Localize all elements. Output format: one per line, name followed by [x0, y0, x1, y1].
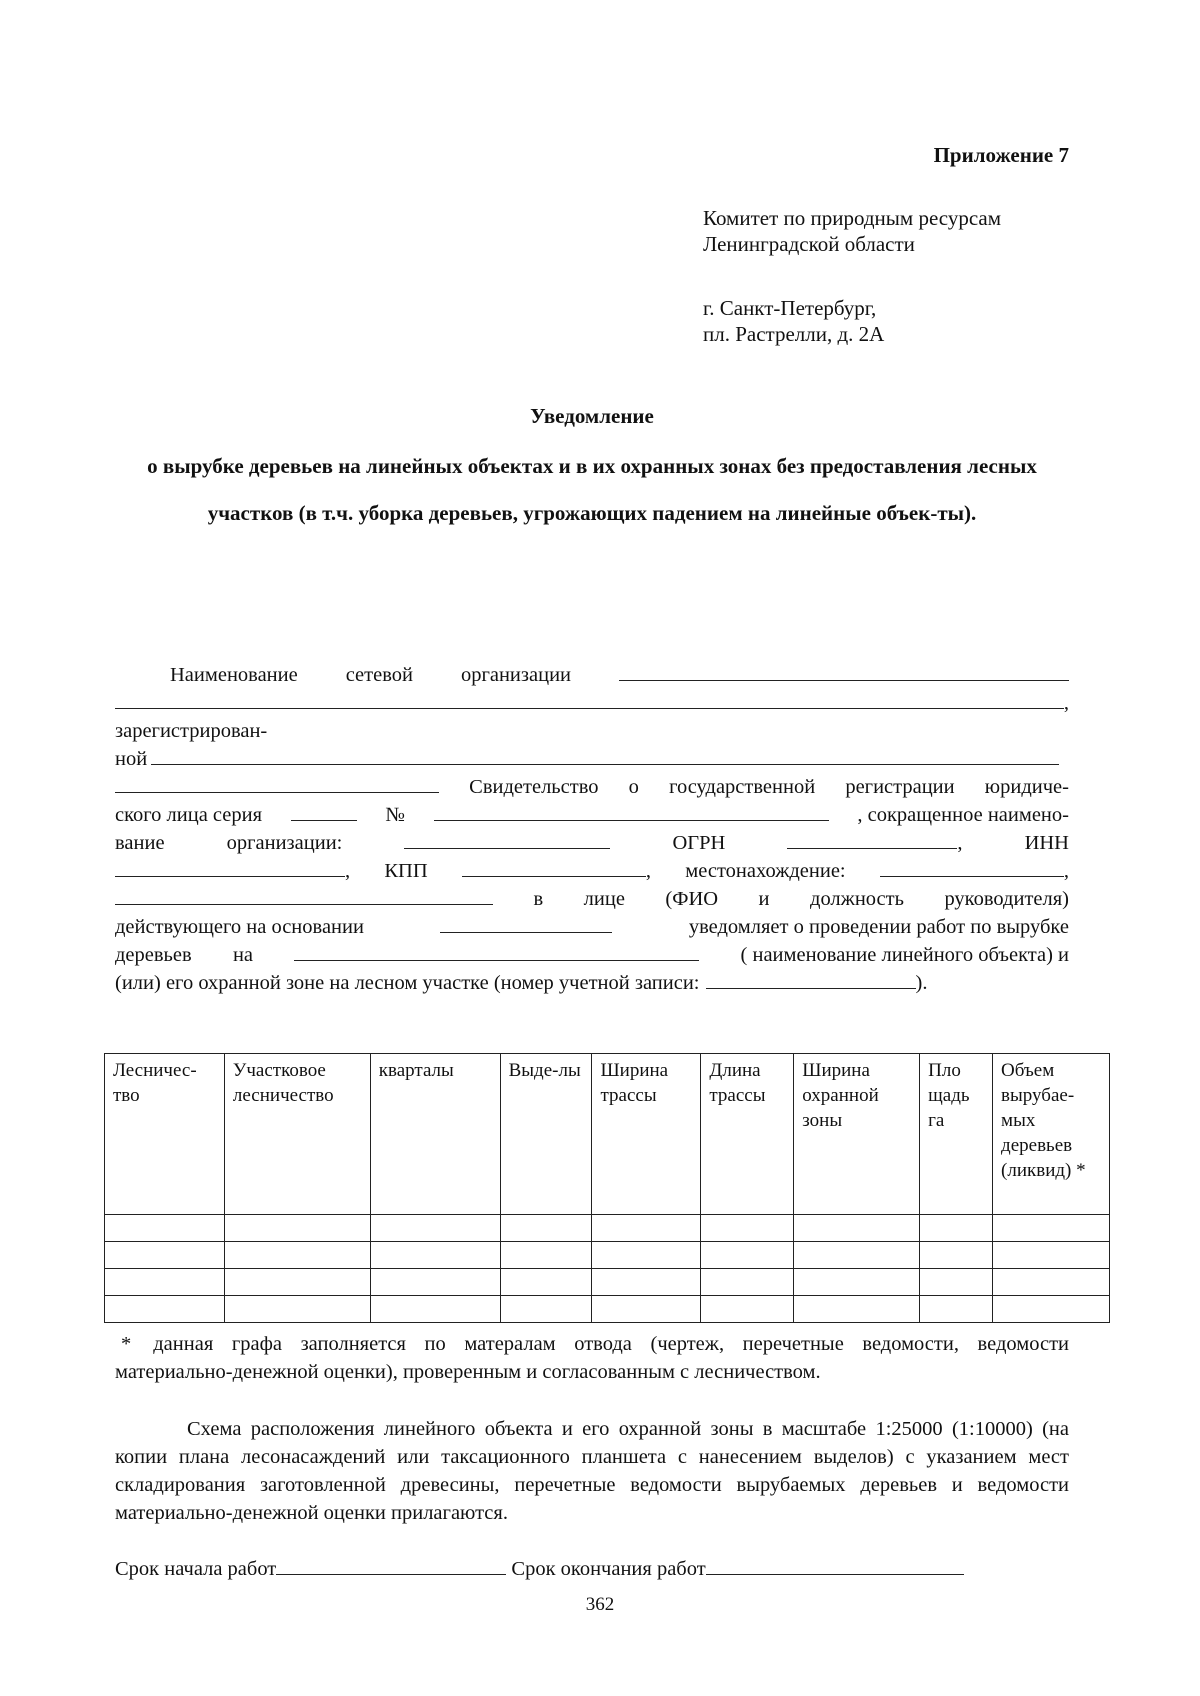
form-word: ОГРН — [672, 832, 726, 854]
form-word: уведомляет о проведении работ по вырубке — [688, 916, 1069, 938]
table-cell[interactable] — [105, 1215, 225, 1242]
inn-group — [115, 858, 350, 884]
end-date-field[interactable] — [706, 1556, 964, 1575]
form-line-7 — [115, 830, 1069, 856]
org-name-field[interactable] — [619, 662, 1069, 681]
table-cell[interactable] — [224, 1242, 370, 1269]
form-word: лице — [583, 888, 625, 910]
form-word: действующего на основании — [115, 916, 364, 938]
short-name-field[interactable] — [404, 830, 610, 849]
appendix-label: Приложение 7 — [933, 143, 1069, 167]
table-cell[interactable] — [370, 1269, 500, 1296]
form-word: вание — [115, 832, 165, 854]
table-cell[interactable] — [500, 1296, 592, 1323]
form-word: Свидетельство — [469, 776, 599, 798]
linear-object-field[interactable] — [294, 942, 699, 961]
table-header-row — [105, 1054, 1110, 1215]
start-date-label: Срок начала работ — [115, 1558, 277, 1580]
form-word: организации: — [226, 832, 343, 854]
form-word: и — [758, 888, 770, 910]
form-word: должность — [810, 888, 904, 910]
table-cell[interactable] — [370, 1242, 500, 1269]
table-cell[interactable] — [920, 1296, 993, 1323]
form-word: регистрации — [845, 776, 955, 798]
form-word: № — [385, 804, 405, 826]
record-number-field[interactable] — [706, 970, 916, 989]
table-cell[interactable] — [993, 1269, 1110, 1296]
col-header-route-width: Ширина трассы — [592, 1054, 701, 1215]
form-line-2 — [115, 690, 1069, 716]
form-word: (или) его охранной зоне на лесном участке (номер учетной записи: — [115, 972, 700, 994]
inn-field[interactable] — [115, 858, 345, 877]
form-word: ной — [115, 748, 148, 770]
table-cell[interactable] — [701, 1242, 794, 1269]
table-cell[interactable] — [500, 1269, 592, 1296]
form-word: государственной — [669, 776, 816, 798]
form-word: о — [628, 776, 639, 798]
form-word: , сокращенное наимено- — [857, 804, 1069, 826]
form-punct: , — [1063, 860, 1069, 882]
col-header-volume: Объем вырубае-мых деревьев (ликвид) * — [993, 1054, 1110, 1215]
table-cell[interactable] — [105, 1269, 225, 1296]
table-cell[interactable] — [224, 1269, 370, 1296]
addressee-block — [703, 205, 1001, 257]
table-cell[interactable] — [993, 1215, 1110, 1242]
form-line-8 — [115, 858, 1069, 884]
col-header-allotments: Выде-лы — [500, 1054, 592, 1215]
scheme-paragraph: Схема расположения линейного объекта и его охранной зоны в масштабе 1:25000 (1:10000) (на копии плана лесонасаждений или таксационного планшета с нанесением выделов) с указанием мест складирования заготовленной древесины, перечетные ведомости вырубаемых деревьев и ведомости материально-денежной оценки прилагаются. — [115, 1418, 1069, 1524]
location-group — [880, 858, 1069, 884]
table-row — [105, 1296, 1110, 1323]
form-line-12 — [115, 970, 1069, 996]
kpp-group — [462, 858, 651, 884]
form-line-4 — [115, 746, 1069, 772]
col-header-forestry: Лесничес-тво — [105, 1054, 225, 1215]
table-cell[interactable] — [500, 1215, 592, 1242]
table-cell[interactable] — [592, 1269, 701, 1296]
address-line-2: пл. Растрелли, д. 2А — [703, 322, 885, 346]
form-line-3 — [115, 718, 1069, 744]
form-word: зарегистрирован- — [115, 720, 268, 742]
page-number: 362 — [585, 1594, 615, 1615]
basis-field[interactable] — [440, 914, 612, 933]
form-word: ( наименование линейного объекта) и — [740, 944, 1069, 966]
table-cell[interactable] — [370, 1215, 500, 1242]
series-field[interactable] — [291, 802, 357, 821]
form-word: организации — [460, 664, 572, 686]
table-row — [105, 1215, 1110, 1242]
addressee-line-2: Ленинградской области — [703, 232, 915, 256]
form-punct: , — [645, 860, 652, 882]
form-word: КПП — [384, 860, 428, 882]
col-header-area: Пло щадь га — [920, 1054, 993, 1215]
footnote-text: данная графа заполняется по матералам отвода (чертеж, перечетные ведомости, ведомости материально-денежной оценки), проверенным и согласованным с лесничеством. — [115, 1333, 1069, 1383]
table-cell[interactable] — [701, 1215, 794, 1242]
title-subheading: о вырубке деревьев на линейных объектах и в их охранных зонах без предоставления лесных участков (в т.ч. уборка деревьев, угрожающих падением на линейные объек-ты). — [147, 454, 1037, 525]
table-cell[interactable] — [370, 1296, 500, 1323]
form-word: руководителя) — [944, 888, 1069, 910]
form-word: на — [232, 944, 254, 966]
addressee-line-1: Комитет по природным ресурсам — [703, 206, 1002, 230]
kpp-field[interactable] — [462, 858, 646, 877]
table-cell[interactable] — [993, 1296, 1110, 1323]
col-header-route-length: Длина трассы — [701, 1054, 794, 1215]
form-line-9 — [115, 886, 1069, 912]
form-line-1 — [170, 662, 1069, 688]
table-cell[interactable] — [701, 1296, 794, 1323]
form-word: (ФИО — [665, 888, 719, 910]
table-cell[interactable] — [500, 1242, 592, 1269]
col-header-zone-width: Ширина охранной зоны — [794, 1054, 920, 1215]
form-line-11 — [115, 942, 1069, 968]
registered-field[interactable] — [151, 746, 1059, 765]
form-word: в — [533, 888, 544, 910]
form-punct: ). — [915, 972, 928, 994]
form-word: сетевой — [345, 664, 413, 686]
form-word: Наименование — [170, 664, 298, 686]
form-word: юридиче- — [984, 776, 1069, 798]
table-cell[interactable] — [701, 1269, 794, 1296]
table-cell[interactable] — [794, 1242, 920, 1269]
form-line-6 — [115, 802, 1069, 828]
table-cell[interactable] — [993, 1242, 1110, 1269]
form-punct: , — [345, 860, 351, 882]
table-row — [105, 1269, 1110, 1296]
location-field[interactable] — [880, 858, 1064, 877]
address-line-1: г. Санкт-Петербург, — [703, 296, 877, 320]
form-punct: , — [1063, 692, 1069, 714]
col-header-district-forestry: Участковое лесничество — [224, 1054, 370, 1215]
registered-field-cont[interactable] — [115, 774, 439, 793]
table-row — [105, 1242, 1110, 1269]
table-cell[interactable] — [920, 1269, 993, 1296]
form-punct: , — [957, 832, 963, 854]
ogrn-group — [787, 830, 962, 856]
start-date-field[interactable] — [276, 1556, 506, 1575]
table-cell[interactable] — [105, 1296, 225, 1323]
form-word: ского лица серия — [115, 804, 263, 826]
ogrn-field[interactable] — [787, 830, 957, 849]
table-cell[interactable] — [794, 1296, 920, 1323]
work-dates-line — [115, 1556, 964, 1582]
number-field[interactable] — [434, 802, 829, 821]
form-line-5 — [115, 774, 1069, 800]
footnote-marker: * — [121, 1333, 132, 1355]
table-cell[interactable] — [794, 1215, 920, 1242]
table-cell[interactable] — [224, 1215, 370, 1242]
felling-table — [104, 1053, 1110, 1323]
location-field-cont[interactable] — [115, 886, 493, 905]
org-name-field-cont[interactable] — [115, 690, 1064, 709]
end-date-label: Срок окончания работ — [511, 1558, 706, 1580]
table-cell[interactable] — [224, 1296, 370, 1323]
table-cell[interactable] — [592, 1296, 701, 1323]
table-cell[interactable] — [920, 1215, 993, 1242]
form-line-10 — [115, 914, 1069, 940]
table-cell[interactable] — [592, 1215, 701, 1242]
address-block — [703, 295, 884, 347]
form-word: деревьев — [115, 944, 192, 966]
footnote — [115, 1330, 1069, 1386]
table-cell[interactable] — [920, 1242, 993, 1269]
col-header-quarters: кварталы — [370, 1054, 500, 1215]
form-word: ИНН — [1024, 832, 1069, 854]
title-heading: Уведомление — [530, 404, 654, 428]
table-cell[interactable] — [105, 1242, 225, 1269]
table-cell[interactable] — [592, 1242, 701, 1269]
document-title — [115, 404, 1069, 537]
table-cell[interactable] — [794, 1269, 920, 1296]
form-word: местонахождение: — [685, 860, 846, 882]
